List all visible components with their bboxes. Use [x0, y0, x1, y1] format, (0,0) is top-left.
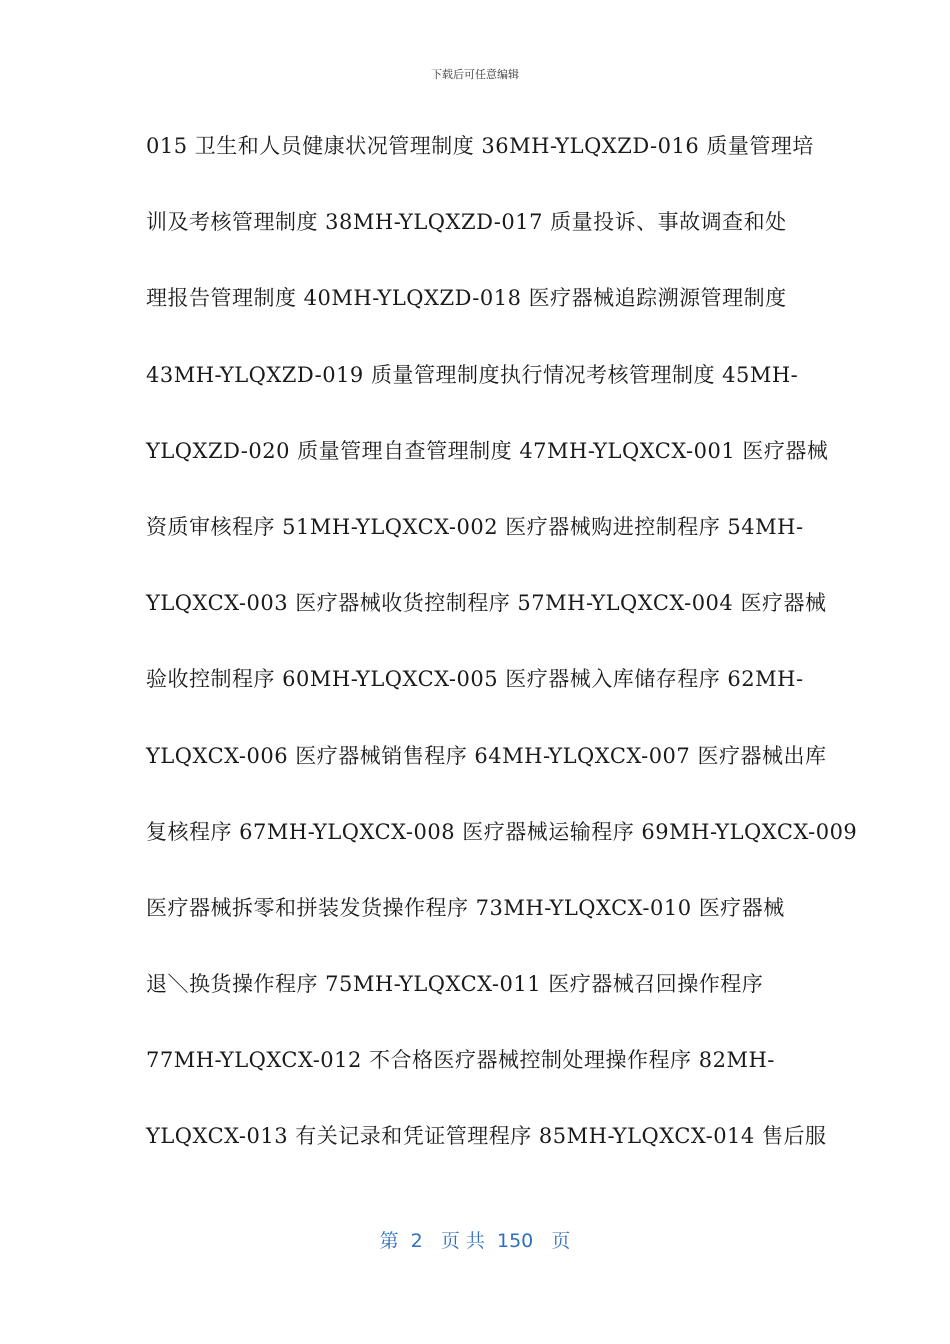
text-line: 77MH-YLQXCX-012 不合格医疗器械控制处理操作程序 82MH-	[146, 1048, 775, 1073]
text-line: 理报告管理制度 40MH-YLQXZD-018 医疗器械追踪溯源管理制度	[146, 286, 787, 311]
text-line: YLQXCX-006 医疗器械销售程序 64MH-YLQXCX-007 医疗器械出库	[146, 743, 827, 768]
text-line: 43MH-YLQXZD-019 质量管理制度执行情况考核管理制度 45MH-	[146, 362, 799, 387]
text-line: 复核程序 67MH-YLQXCX-008 医疗器械运输程序 69MH-YLQXCX-009	[146, 819, 858, 844]
text-line: 验收控制程序 60MH-YLQXCX-005 医疗器械入库储存程序 62MH-	[146, 667, 804, 692]
text-line: 资质审核程序 51MH-YLQXCX-002 医疗器械购进控制程序 54MH-	[146, 514, 804, 539]
text-line: YLQXCX-013 有关记录和凭证管理程序 85MH-YLQXCX-014 售后服	[146, 1124, 827, 1149]
text-line: YLQXCX-003 医疗器械收货控制程序 57MH-YLQXCX-004 医疗器械	[146, 591, 827, 616]
text-line: 训及考核管理制度 38MH-YLQXZD-017 质量投诉、事故调查和处	[146, 210, 787, 235]
text-line: YLQXZD-020 质量管理自查管理制度 47MH-YLQXCX-001 医疗器械	[146, 438, 829, 463]
document-body	[146, 127, 858, 1194]
text-line: 医疗器械拆零和拼装发货操作程序 73MH-YLQXCX-010 医疗器械	[146, 895, 785, 920]
page-number-footer: 第 2 页 共 150 页	[379, 1230, 571, 1252]
text-line: 015 卫生和人员健康状况管理制度 36MH-YLQXZD-016 质量管理培	[146, 134, 814, 158]
page-header-note: 下载后可任意编辑	[431, 68, 519, 81]
text-line: 退＼换货操作程序 75MH-YLQXCX-011 医疗器械召回操作程序	[146, 972, 764, 997]
